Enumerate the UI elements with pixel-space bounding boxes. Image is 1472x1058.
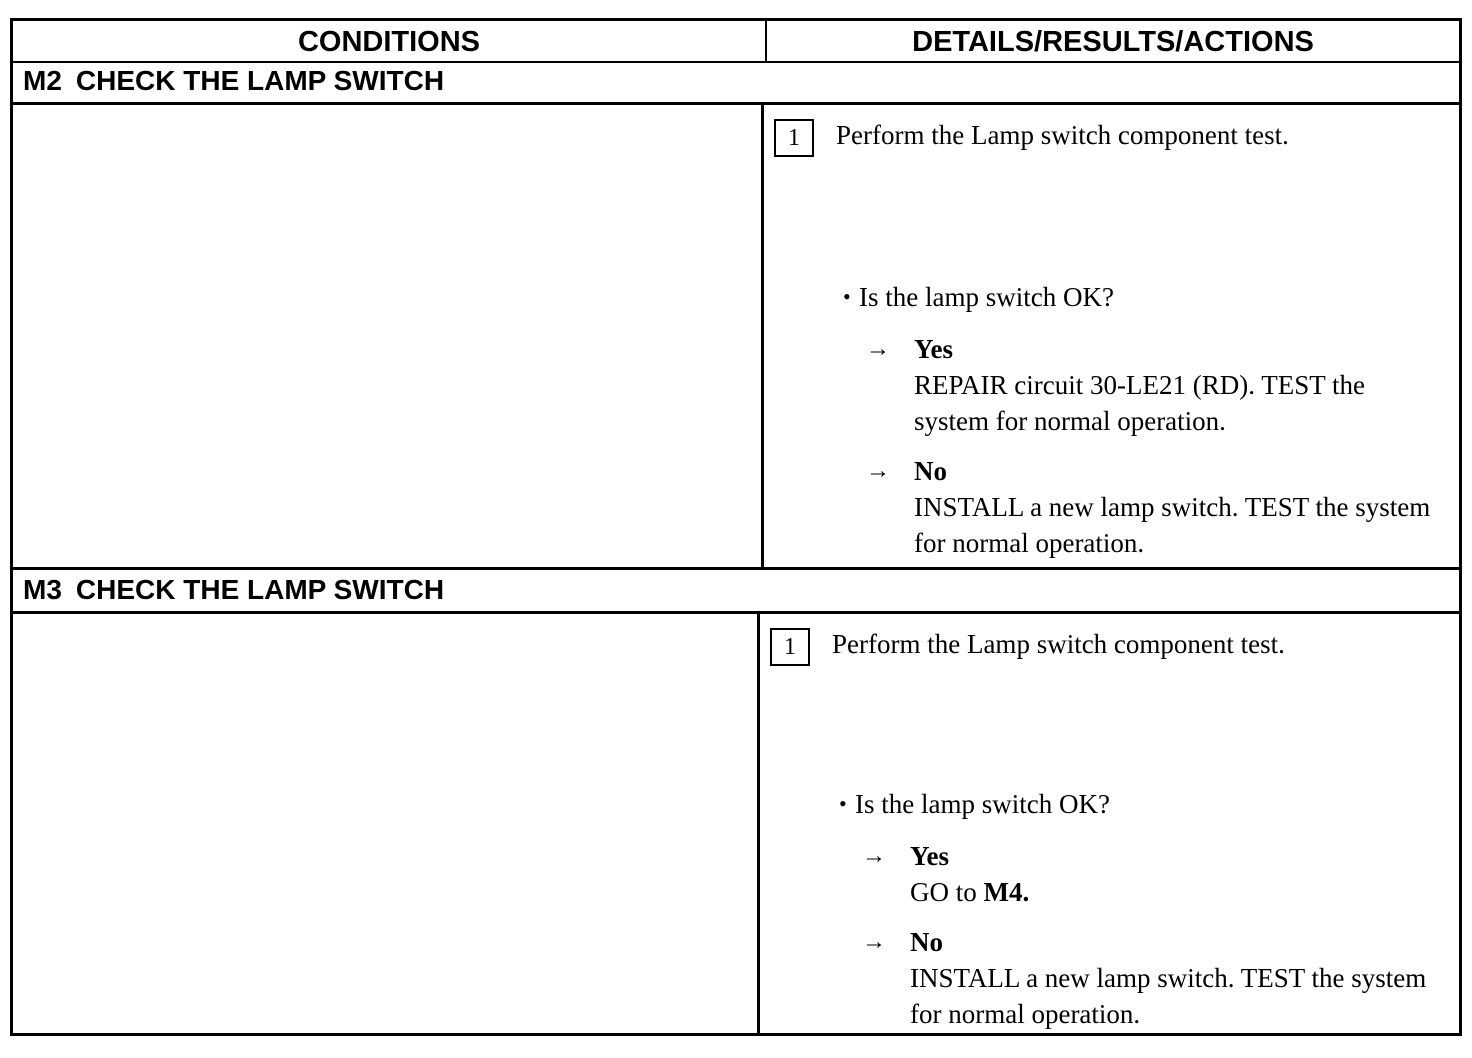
arrow-right-icon: → bbox=[862, 843, 886, 869]
question-text: Is the lamp switch OK? bbox=[855, 789, 1110, 819]
details-cell bbox=[764, 105, 1459, 567]
bullet-icon: • bbox=[843, 284, 851, 309]
question-text: Is the lamp switch OK? bbox=[859, 282, 1114, 312]
result-label: No bbox=[910, 927, 943, 957]
action-text: GO to bbox=[910, 877, 984, 907]
section-reference: M4. bbox=[983, 877, 1030, 907]
question bbox=[839, 786, 1110, 822]
section-code: M3 bbox=[23, 574, 62, 605]
step-number-box: 1 bbox=[774, 119, 814, 157]
bullet-icon: • bbox=[839, 791, 847, 816]
section-title-text: CHECK THE LAMP SWITCH bbox=[75, 574, 445, 605]
conditions-cell bbox=[9, 614, 760, 1033]
step-text: Perform the Lamp switch component test. bbox=[836, 120, 1289, 150]
result-action: INSTALL a new lamp switch. TEST the system for normal operation. bbox=[914, 492, 1431, 558]
section-body-m3 bbox=[13, 614, 1459, 1033]
details-cell bbox=[760, 614, 1455, 1033]
result-label: Yes bbox=[914, 334, 953, 364]
details-header: DETAILS/RESULTS/ACTIONS bbox=[912, 26, 1314, 58]
step-text: Perform the Lamp switch component test. bbox=[832, 629, 1285, 659]
section-title-text: CHECK THE LAMP SWITCH bbox=[75, 65, 445, 96]
result-action bbox=[910, 874, 1440, 910]
result-action: REPAIR circuit 30-LE21 (RD). TEST the system for normal operation. bbox=[914, 370, 1365, 436]
section-code: M2 bbox=[23, 65, 62, 96]
conditions-header: CONDITIONS bbox=[13, 21, 767, 61]
result-label: No bbox=[914, 456, 947, 486]
section-title-m2 bbox=[13, 61, 1459, 105]
conditions-cell bbox=[13, 105, 764, 567]
question bbox=[843, 279, 1114, 315]
result-action: INSTALL a new lamp switch. TEST the system for normal operation. bbox=[910, 963, 1427, 1029]
diagnostic-table bbox=[10, 18, 1462, 1036]
table-header bbox=[13, 21, 1459, 63]
arrow-right-icon: → bbox=[866, 458, 890, 484]
arrow-right-icon: → bbox=[866, 336, 890, 362]
section-body-m2 bbox=[13, 105, 1459, 570]
section-title-m3 bbox=[13, 570, 1459, 614]
step-number-box: 1 bbox=[770, 628, 810, 666]
result-label: Yes bbox=[910, 841, 949, 871]
arrow-right-icon: → bbox=[862, 929, 886, 955]
